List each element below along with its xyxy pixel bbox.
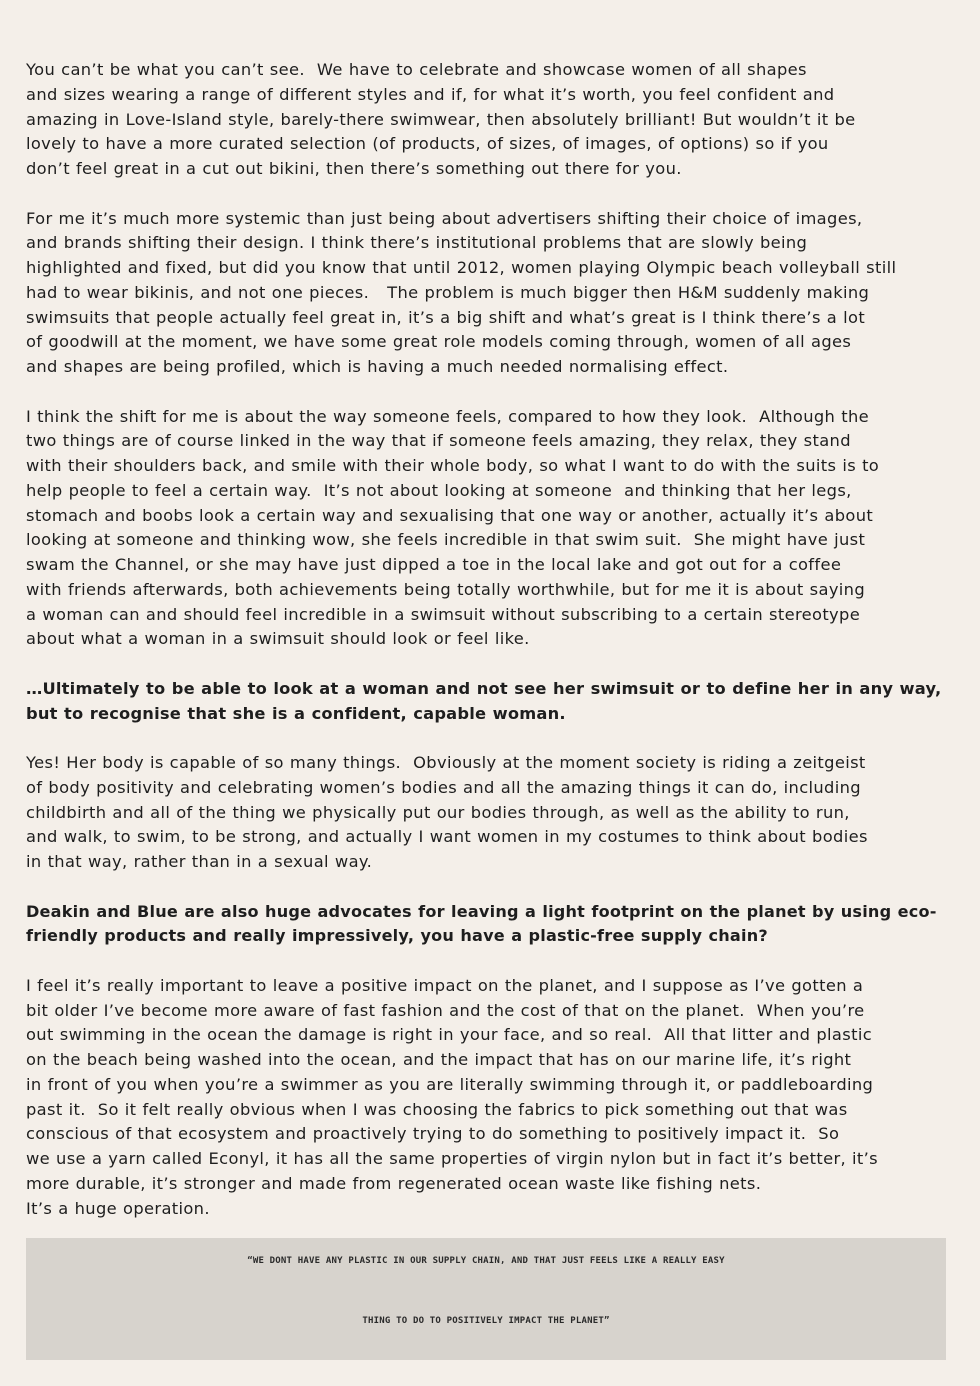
paragraph-body: I feel it’s really important to leave a positive impact on the planet, and I suppose as I’ve gotten a bit older I’ve become more aware of fast fashion and the cost of that on the planet. When you’re out swimming in the ocean the damage is right in your face, and so real. All that litter and plastic on the beach being washed into the ocean, and the impact that has on our marine life, it’s right in front of you when you’re a swimmer as you are literally swimming through it, or paddleboarding past it. So it felt really obvious when I was choosing the fabrics to pick something out that was conscious of that ecosystem and proactively trying to do something to positively impact it. So we use a yarn called Econyl, it has all the same properties of virgin nylon but in fact it’s better, it’s more durable, it’s stronger and made from regenerated ocean waste like fishing nets. It’s a huge operation. [26,975,879,1218]
pull-quote-line: “WE DONT HAVE ANY PLASTIC IN OUR SUPPLY CHAIN, AND THAT JUST FEELS LIKE A REALLY EASY [247,1256,725,1266]
interview-question: …Ultimately to be able to look at a woman and not see her swimsuit or to define her in any way, but to recognise that she is a confident, capable woman. [26,678,942,723]
paragraph-body: Yes! Her body is capable of so many things. Obviously at the moment society is riding a zeitgeist of body positivity and celebrating women’s bodies and all the amazing things it can do, including childbirth and all of the thing we physically put our bodies through, as well as the ability to run, and walk, to swim, to be strong, and actually I want women in my costumes to think about bodies in that way, rather than in a sexual way. [26,753,868,871]
paragraph-body: For me it’s much more systemic than just being about advertisers shifting their choice of images, and brands shifting their design. I think there’s institutional problems that are slowly being highlighted and fixed, but did you know that until 2012, women playing Olympic beach volleyball still had to wear bikinis, and not one pieces. The problem is much bigger then H&M suddenly making swimsuits that people actually feel great in, it’s a big shift and what’s great is I think there’s a lot of goodwill at the moment, we have some great role models coming through, women of all ages and shapes are being profiled, which is having a much needed normalising effect. [26,208,897,376]
pull-quote-line: THING TO DO TO POSITIVELY IMPACT THE PLANET” [362,1316,610,1326]
article-body [26,58,946,1246]
paragraph-body: I think the shift for me is about the way someone feels, compared to how they look. Although the two things are of course linked in the way that if someone feels amazing, they relax, they stand with their shoulders back, and smile with their whole body, so what I want to do with the suits is to help people to feel a certain way. It’s not about looking at someone and thinking that her legs, stomach and boobs look a certain way and sexualising that one way or another, actually it’s about looking at someone and thinking wow, she feels incredible in that swim suit. She might have just swam the Channel, or she may have just dipped a toe in the local lake and got out for a coffee with friends afterwards, both achievements being totally worthwhile, but for me it is about saying a woman can and should feel incredible in a swimsuit without subscribing to a certain stereotype about what a woman in a swimsuit should look or feel like. [26,406,880,649]
interview-question: Deakin and Blue are also huge advocates for leaving a light footprint on the planet by using eco- friendly products and really impressively, you have a plastic-free supply chain? [26,901,937,946]
pull-quote-box [26,1238,946,1360]
paragraph-body: You can’t be what you can’t see. We have to celebrate and showcase women of all shapes and sizes wearing a range of different styles and if, for what it’s worth, you feel confident and amazing in Love-Island style, barely-there swimwear, then absolutely brilliant! But wouldn’t it be lovely to have a more curated selection (of products, of sizes, of images, of options) so if you don’t feel great in a cut out bikini, then there’s something out there for you. [26,60,856,178]
